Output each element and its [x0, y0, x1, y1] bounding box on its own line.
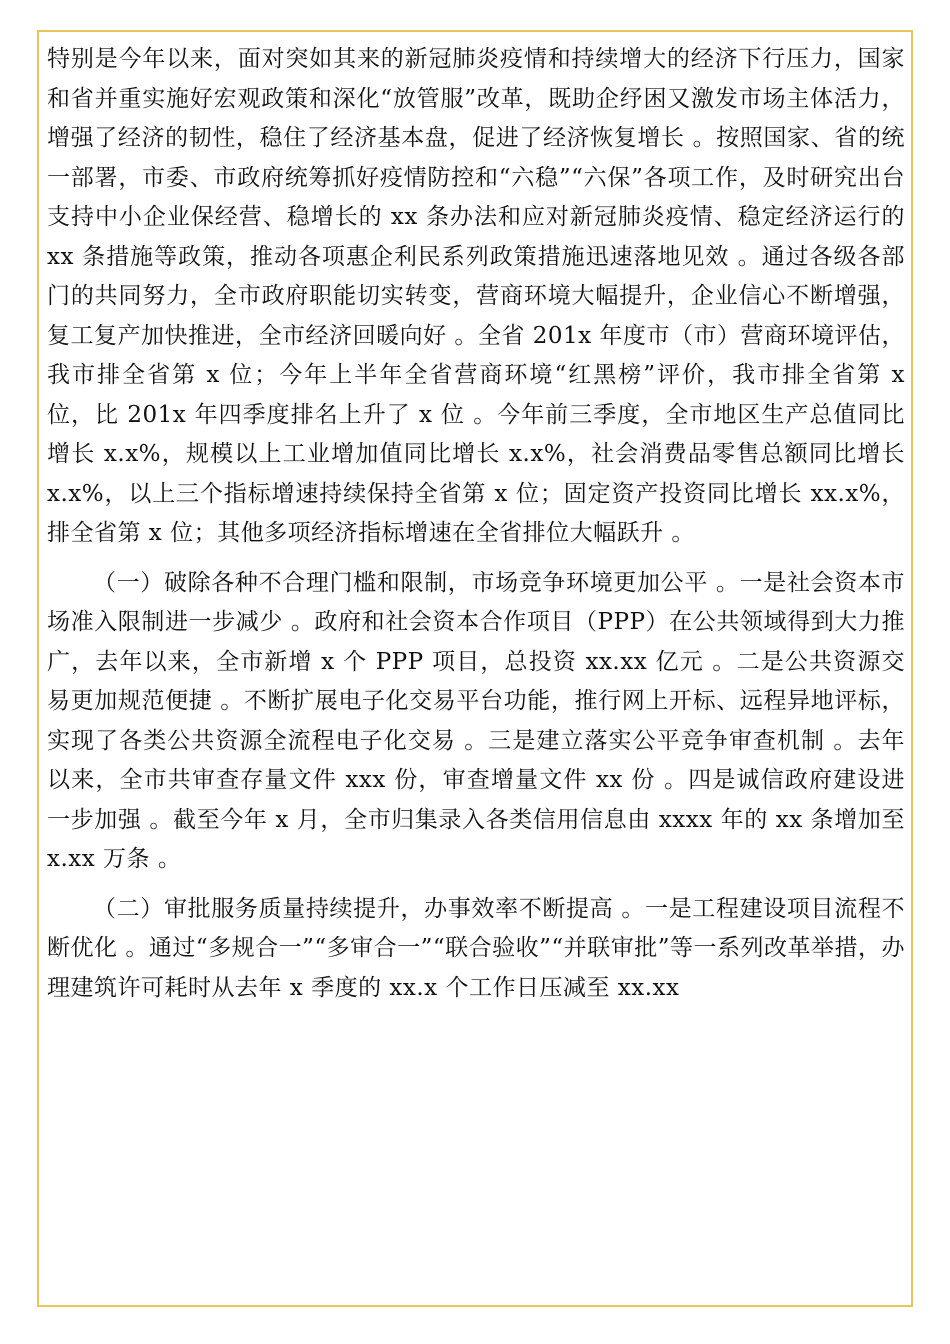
paragraph-section-2: （二）审批服务质量持续提升，办事效率不断提高 。一是工程建设项目流程不断优化 。通过“多规合一”“多审合一”“联合验收”“并联审批”等一系列改革举措，办理建筑许可耗时从去年 x 季度的 xx.x 个工作日压减至 xx.xx — [47, 895, 905, 1001]
document-body — [47, 40, 905, 1008]
page-frame — [37, 30, 913, 1307]
paragraph-intro: 特别是今年以来，面对突如其来的新冠肺炎疫情和持续增大的经济下行压力，国家和省并重实施好宏观政策和深化“放管服”改革，既助企纾困又激发市场主体活力，增强了经济的韧性，稳住了经济基本盘，促进了经济恢复增长 。按照国家、省的统一部署，市委、市政府统筹抓好疫情防控和“六稳”“六保”各项工作，及时研究出台支持中小企业保经营、稳增长的 xx 条办法和应对新冠肺炎疫情、稳定经济运行的 xx 条措施等政策，推动各项惠企利民系列政策措施迅速落地见效 。通过各级各部门的共同努力，全市政府职能切实转变，营商环境大幅提升，企业信心不断增强，复工复产加快推进，全市经济回暖向好 。全省 201x 年度市（市）营商环境评估，我市排全省第 x 位；今年上半年全省营商环境“红黑榜”评价，我市排全省第 x 位，比 201x 年四季度排名上升了 x 位 。今年前三季度，全市地区生产总值同比增长 x.x%，规模以上工业增加值同比增长 x.x%，社会消费品零售总额同比增长 x.x%，以上三个指标增速持续保持全省第 x 位；固定资产投资同比增长 xx.x%，排全省第 x 位；其他多项经济指标增速在全省排位大幅跃升 。 — [47, 46, 905, 546]
paragraph-section-1: （一）破除各种不合理门槛和限制，市场竞争环境更加公平 。一是社会资本市场准入限制进一步减少 。政府和社会资本合作项目（PPP）在公共领域得到大力推广，去年以来，全市新增 x 个 PPP 项目，总投资 xx.xx 亿元 。二是公共资源交易更加规范便捷 。不断扩展电子化交易平台功能，推行网上开标、远程异地评标，实现了各类公共资源全流程电子化交易 。三是建立落实公平竞争审查机制 。去年以来，全市共审查存量文件 xxx 份，审查增量文件 xx 份 。四是诚信政府建设进一步加强 。截至今年 x 月，全市归集录入各类信用信息由 xxxx 年的 xx 条增加至 x.xx 万条 。 — [47, 569, 905, 872]
